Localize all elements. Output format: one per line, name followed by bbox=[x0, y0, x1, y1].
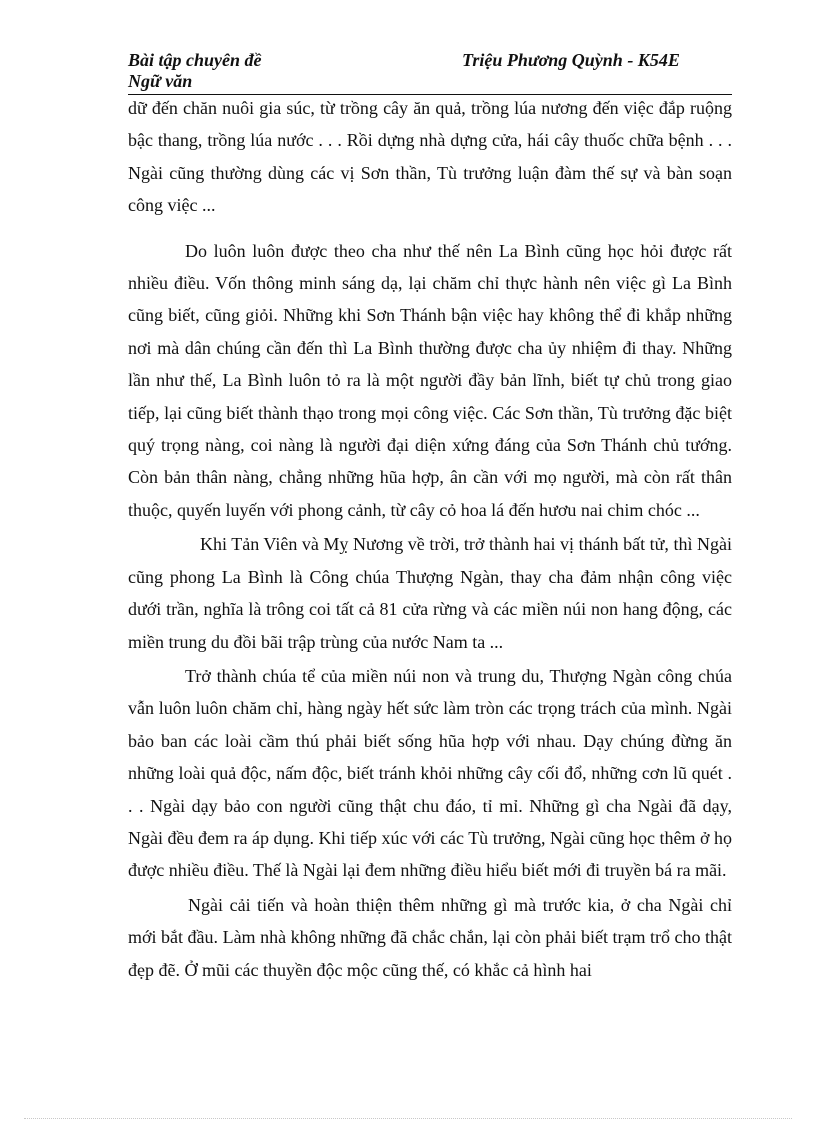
header-course-title bbox=[128, 50, 328, 92]
header-author: Triệu Phương Quỳnh - K54E bbox=[462, 50, 680, 70]
paragraph: Khi Tản Viên và Mỵ Nương về trời, trở thành hai vị thánh bất tử, thì Ngài cũng phong La Bình là Công chúa Thượng Ngàn, thay cha đảm nhận công việc dưới trần, nghĩa là trông coi tất cả 81 cửa rừng và các miền núi non hang động, các miền trung du đồi bãi trập trùng của nước Nam ta ... bbox=[128, 534, 732, 652]
paragraph: dữ đến chăn nuôi gia súc, từ trồng cây ăn quả, trồng lúa nương đến việc đắp ruộng bậc thang, trồng lúa nước . . . Rồi dựng nhà dựng cửa, hái cây thuốc chữa bệnh . . . Ngài cũng thường dùng các vị Sơn thần, Tù trưởng luận đàm thế sự và bàn soạn công việc ... bbox=[128, 98, 732, 216]
header-course-line1: Bài tập chuyên đề bbox=[128, 50, 262, 70]
paragraph: Do luôn luôn được theo cha như thế nên La Bình cũng học hỏi được rất nhiều điều. Vốn thông minh sáng dạ, lại chăm chỉ thực hành nên việc gì La Bình cũng biết, cũng giỏi. Những khi Sơn Thánh bận việc hay không thể đi khắp những nơi mà dân chúng cần đến thì La Bình thường được cha ủy nhiệm đi thay. Những lần như thế, La Bình luôn tỏ ra là một người đầy bản lĩnh, biết tự chủ trong giao tiếp, lại cũng biết thành thạo trong mọi công việc. Các Sơn thần, Tù trưởng đặc biệt quý trọng nàng, coi nàng là người đại diện xứng đáng của Sơn Thánh chủ tướng. Còn bản thân nàng, chẳng những hũa hợp, ân cần với mọ người, mà còn rất thân thuộc, quyến luyến với phong cảnh, từ cây cỏ hoa lá đến hươu nai chim chóc ... bbox=[128, 240, 732, 520]
page-bottom-divider bbox=[24, 1118, 792, 1119]
page-header bbox=[128, 48, 732, 95]
header-course-line2: Ngữ văn bbox=[128, 71, 193, 91]
paragraph: Ngài cải tiến và hoàn thiện thêm những gì mà trước kia, ở cha Ngài chỉ mới bắt đầu. Làm nhà không những đã chắc chắn, lại còn phải biết trạm trổ cho thật đẹp đẽ. Ở mũi các thuyền độc mộc cũng thế, có khắc cả hình hai bbox=[128, 894, 732, 980]
document-body bbox=[128, 92, 732, 986]
paragraph: Trở thành chúa tể của miền núi non và trung du, Thượng Ngàn công chúa vẫn luôn luôn chăm chỉ, hàng ngày hết sức làm tròn các trọng trách của mình. Ngài bảo ban các loài cầm thú phải biết sống hũa hợp với nhau. Dạy chúng đừng ăn những loài quả độc, nấm độc, biết tránh khỏi những cây cối đổ, những cơn lũ quét . . . Ngài dạy bảo con người cũng thật chu đáo, tỉ mỉ. Những gì cha Ngài đã dạy, Ngài đều đem ra áp dụng. Khi tiếp xúc với các Tù trưởng, Ngài cũng học thêm ở họ được nhiều điều. Thế là Ngài lại đem những điều hiểu biết mới đi truyền bá ra mãi. bbox=[128, 665, 732, 881]
